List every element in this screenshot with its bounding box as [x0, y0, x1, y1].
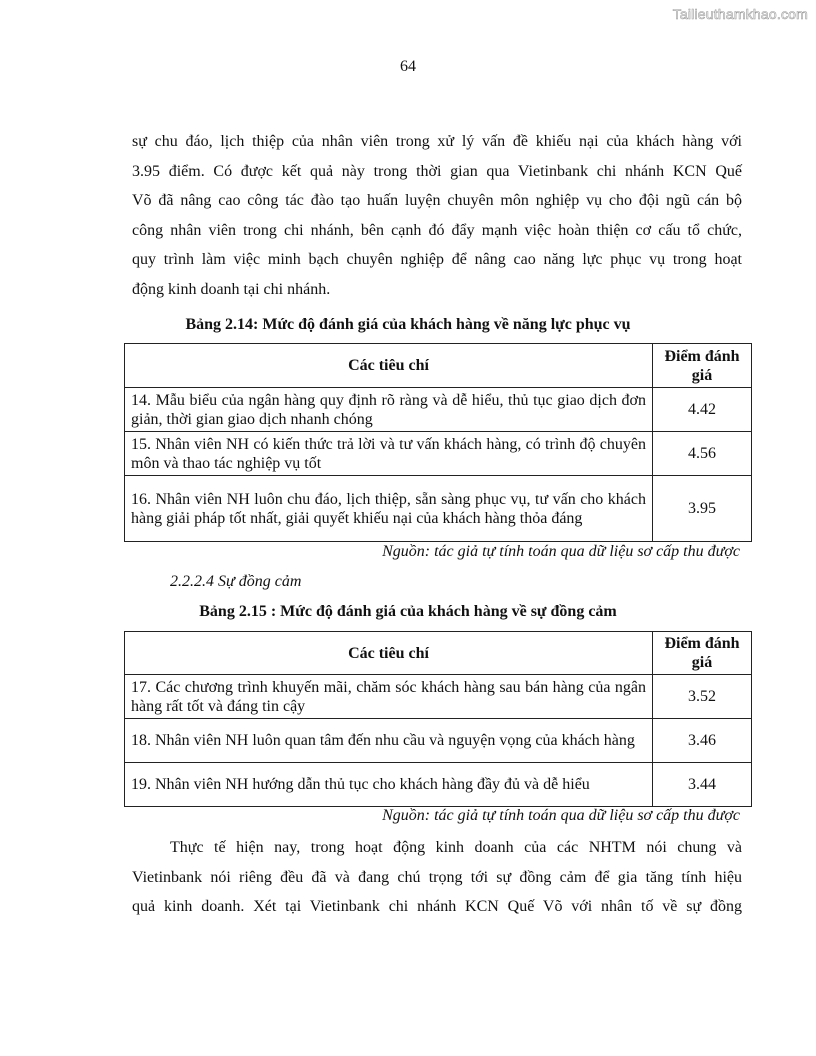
- watermark: Tailieuthamkhao.com: [672, 6, 808, 22]
- score-cell: 4.56: [653, 432, 752, 476]
- table-row: [125, 675, 752, 719]
- criterion-cell: 14. Mẫu biểu của ngân hàng quy định rõ ràng và dễ hiểu, thủ tục giao dịch đơn giản, thời gian giao dịch nhanh chóng: [125, 388, 653, 432]
- table-1: [124, 343, 752, 542]
- table-1-caption: Bảng 2.14: Mức độ đánh giá của khách hàng về năng lực phục vụ: [185, 316, 631, 333]
- paragraph-line: động kinh doanh tại chi nhánh.: [132, 280, 331, 298]
- paragraph-line: công nhân viên trong chi nhánh, bên cạnh đó đẩy mạnh việc hoàn thiện cơ cấu tổ chức,: [132, 221, 742, 239]
- paragraph-2: [132, 833, 742, 922]
- table-1-source: Nguồn: tác giả tự tính toán qua dữ liệu sơ cấp thu được: [382, 543, 740, 560]
- score-cell: 4.42: [653, 388, 752, 432]
- score-cell: 3.44: [653, 763, 752, 807]
- paragraph-line: quả kinh doanh. Xét tại Vietinbank chi nhánh KCN Quế Võ với nhân tố về sự đồng: [132, 898, 742, 915]
- table-row: [125, 432, 752, 476]
- header-criteria: Các tiêu chí: [125, 344, 653, 388]
- table-row: [125, 476, 752, 542]
- table-header-row: [125, 632, 752, 675]
- criterion-cell: 19. Nhân viên NH hướng dẫn thủ tục cho khách hàng đầy đủ và dễ hiểu: [125, 763, 653, 807]
- table-2-caption: Bảng 2.15 : Mức độ đánh giá của khách hàng về sự đồng cảm: [199, 603, 617, 620]
- score-cell: 3.95: [653, 476, 752, 542]
- criterion-cell: 18. Nhân viên NH luôn quan tâm đến nhu cầu và nguyện vọng của khách hàng: [125, 719, 653, 763]
- paragraph-line: quy trình làm việc minh bạch chuyên nghiệp để nâng cao năng lực phục vụ trong hoạt: [132, 251, 742, 268]
- table-row: [125, 763, 752, 807]
- subsection-heading: 2.2.2.4 Sự đồng cảm: [170, 573, 302, 590]
- header-criteria: Các tiêu chí: [125, 632, 653, 675]
- criterion-cell: 16. Nhân viên NH luôn chu đáo, lịch thiệp, sẵn sàng phục vụ, tư vấn cho khách hàng giải pháp tốt nhất, giải quyết khiếu nại của khách hàng thỏa đáng: [125, 476, 653, 542]
- header-score: Điểm đánh giá: [653, 344, 752, 388]
- score-cell: 3.52: [653, 675, 752, 719]
- paragraph-line: Vietinbank nói riêng đều đã và đang chú trọng tới sự đồng cảm để gia tăng tính hiệu: [132, 868, 742, 886]
- table-2-source: Nguồn: tác giả tự tính toán qua dữ liệu sơ cấp thu được: [382, 807, 740, 824]
- paragraph-line: 3.95 điểm. Có được kết quả này trong thời gian qua Vietinbank chi nhánh KCN Quế: [132, 162, 742, 180]
- table-row: [125, 719, 752, 763]
- header-score: Điểm đánh giá: [653, 632, 752, 675]
- criterion-cell: 17. Các chương trình khuyến mãi, chăm sóc khách hàng sau bán hàng của ngân hàng rất tốt và đáng tin cậy: [125, 675, 653, 719]
- table-row: [125, 388, 752, 432]
- paragraph-1: [132, 127, 742, 304]
- paragraph-line: Thực tế hiện nay, trong hoạt động kinh doanh của các NHTM nói chung và: [170, 839, 742, 856]
- score-cell: 3.46: [653, 719, 752, 763]
- paragraph-line: Võ đã nâng cao công tác đào tạo huấn luyện chuyên môn nghiệp vụ cho đội ngũ cán bộ: [132, 192, 742, 209]
- table-header-row: [125, 344, 752, 388]
- page-number: 64: [400, 58, 416, 75]
- table-2: [124, 631, 752, 807]
- criterion-cell: 15. Nhân viên NH có kiến thức trả lời và tư vấn khách hàng, có trình độ chuyên môn và thao tác nghiệp vụ tốt: [125, 432, 653, 476]
- paragraph-line: sự chu đáo, lịch thiệp của nhân viên trong xử lý vấn đề khiếu nại của khách hàng với: [132, 133, 742, 150]
